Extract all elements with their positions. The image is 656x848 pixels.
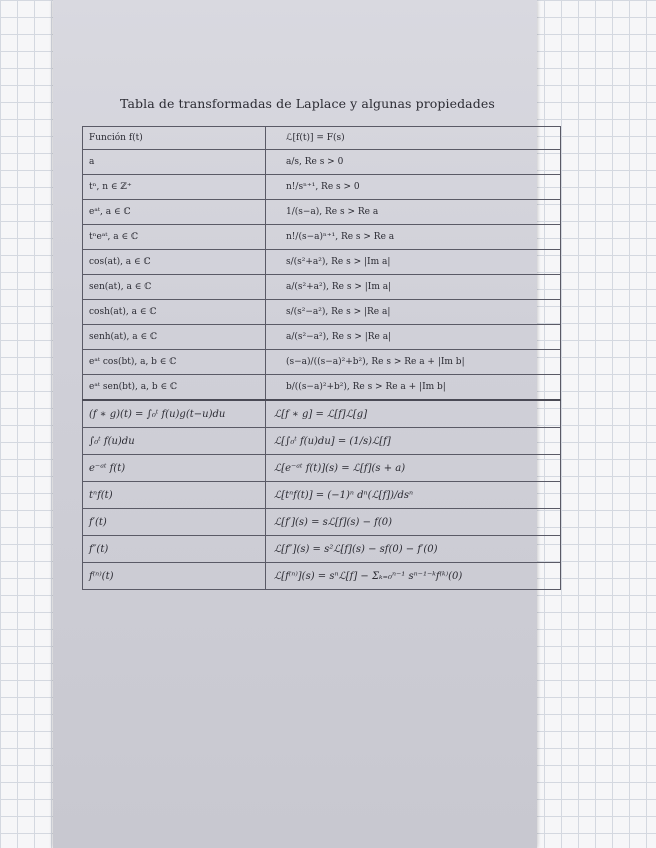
transform-row xyxy=(83,275,561,300)
transform-cell: a/(s²+a²), Re s > |Im a| xyxy=(266,275,561,300)
transform-cell: s/(s²−a²), Re s > |Re a| xyxy=(266,300,561,325)
function-cell: ∫₀ᵗ f(u)du xyxy=(83,428,266,455)
property-row xyxy=(83,455,561,482)
laplace-table xyxy=(82,126,561,590)
function-cell: a xyxy=(83,150,266,175)
transform-row xyxy=(83,325,561,350)
transform-row xyxy=(83,375,561,401)
property-row xyxy=(83,563,561,590)
property-row xyxy=(83,482,561,509)
transform-row xyxy=(83,300,561,325)
function-cell: senh(at), a ∈ ℂ xyxy=(83,325,266,350)
table-header-row xyxy=(83,127,561,150)
transform-cell: ℒ[e⁻ᵃᵗ f(t)](s) = ℒ[f](s + a) xyxy=(266,455,561,482)
transform-cell: ℒ[tⁿf(t)] = (−1)ⁿ dⁿ(ℒ[f])/dsⁿ xyxy=(266,482,561,509)
function-cell: tⁿf(t) xyxy=(83,482,266,509)
transform-cell: ℒ[f″](s) = s²ℒ[f](s) − sf(0) − f′(0) xyxy=(266,536,561,563)
function-cell: tⁿeᵃᵗ, a ∈ ℂ xyxy=(83,225,266,250)
transform-row xyxy=(83,175,561,200)
function-cell: f″(t) xyxy=(83,536,266,563)
property-row xyxy=(83,400,561,428)
transform-cell: 1/(s−a), Re s > Re a xyxy=(266,200,561,225)
function-cell: cosh(at), a ∈ ℂ xyxy=(83,300,266,325)
header-function: Función f(t) xyxy=(83,127,266,150)
function-cell: (f ∗ g)(t) = ∫₀ᵗ f(u)g(t−u)du xyxy=(83,400,266,428)
transform-cell: a/(s²−a²), Re s > |Re a| xyxy=(266,325,561,350)
function-cell: eᵃᵗ, a ∈ ℂ xyxy=(83,200,266,225)
function-cell: eᵃᵗ cos(bt), a, b ∈ ℂ xyxy=(83,350,266,375)
transform-row xyxy=(83,150,561,175)
header-transform: ℒ[f(t)] = F(s) xyxy=(266,127,561,150)
transform-row xyxy=(83,350,561,375)
transform-row xyxy=(83,250,561,275)
transform-cell: n!/sⁿ⁺¹, Re s > 0 xyxy=(266,175,561,200)
transform-cell: s/(s²+a²), Re s > |Im a| xyxy=(266,250,561,275)
function-cell: e⁻ᵃᵗ f(t) xyxy=(83,455,266,482)
transform-row xyxy=(83,225,561,250)
function-cell: cos(at), a ∈ ℂ xyxy=(83,250,266,275)
property-row xyxy=(83,509,561,536)
transform-cell: (s−a)/((s−a)²+b²), Re s > Re a + |Im b| xyxy=(266,350,561,375)
table-body xyxy=(83,127,561,590)
transform-cell: ℒ[∫₀ᵗ f(u)du] = (1/s)ℒ[f] xyxy=(266,428,561,455)
function-cell: tⁿ, n ∈ ℤ⁺ xyxy=(83,175,266,200)
page-title: Tabla de transformadas de Laplace y algunas propiedades xyxy=(120,96,495,111)
transform-cell: ℒ[f′](s) = sℒ[f](s) − f(0) xyxy=(266,509,561,536)
transform-cell: ℒ[f⁽ⁿ⁾](s) = sⁿℒ[f] − Σₖ₌₀ⁿ⁻¹ sⁿ⁻¹⁻ᵏf⁽ᵏ⁾(0) xyxy=(266,563,561,590)
function-cell: f⁽ⁿ⁾(t) xyxy=(83,563,266,590)
property-row xyxy=(83,428,561,455)
function-cell: eᵃᵗ sen(bt), a, b ∈ ℂ xyxy=(83,375,266,401)
transform-cell: ℒ[f ∗ g] = ℒ[f]ℒ[g] xyxy=(266,400,561,428)
transform-row xyxy=(83,200,561,225)
transform-cell: b/((s−a)²+b²), Re s > Re a + |Im b| xyxy=(266,375,561,401)
property-row xyxy=(83,536,561,563)
function-cell: f′(t) xyxy=(83,509,266,536)
transform-cell: a/s, Re s > 0 xyxy=(266,150,561,175)
function-cell: sen(at), a ∈ ℂ xyxy=(83,275,266,300)
transform-cell: n!/(s−a)ⁿ⁺¹, Re s > Re a xyxy=(266,225,561,250)
